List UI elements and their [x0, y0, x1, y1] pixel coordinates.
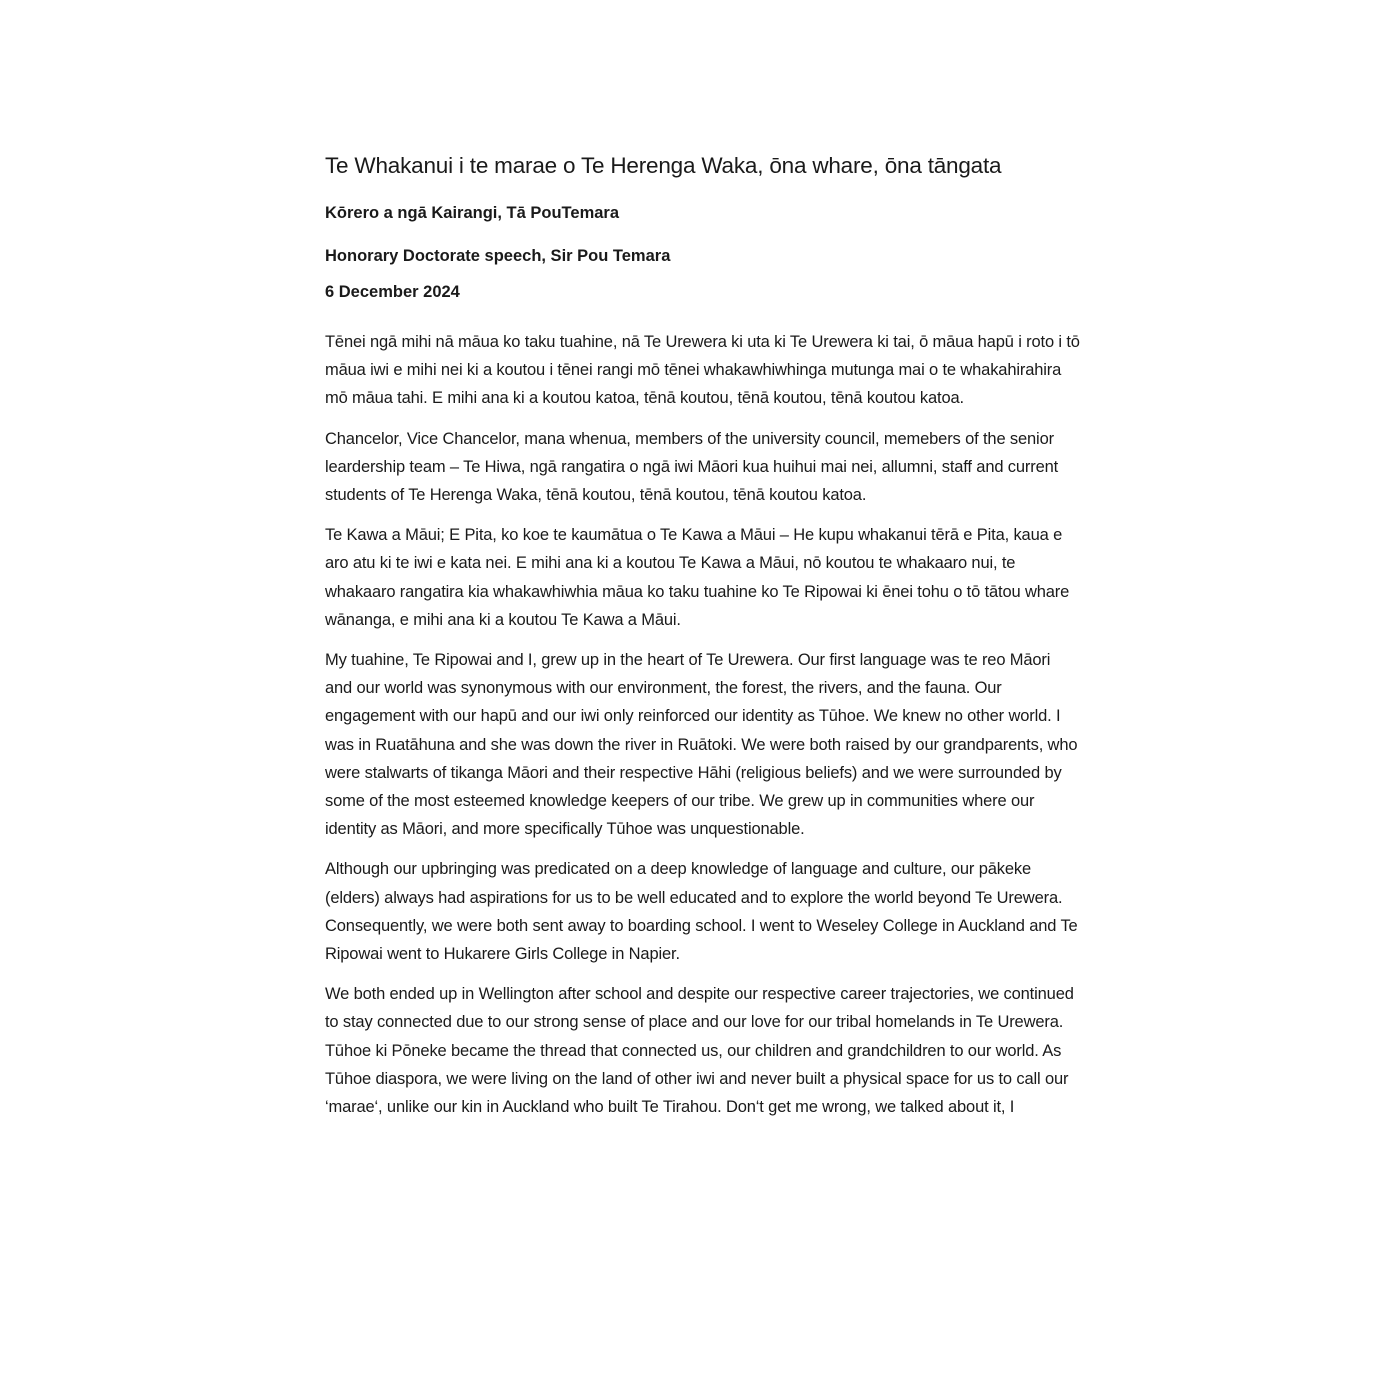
document-date: 6 December 2024 [325, 283, 460, 301]
document-title: Te Whakanui i te marae o Te Herenga Waka, ōna whare, ōna tāngata [325, 153, 1002, 178]
paragraph-1: Tēnei ngā mihi nā māua ko taku tuahine, nā Te Urewera ki uta ki Te Urewera ki tai, ō māua hapū i roto i tō māua iwi e mihi nei ki a koutou i tēnei rangi mō tēnei whakawhiwhinga mutunga mai o te whakahirahira mō māua tahi. E mihi ana ki a koutou katoa, tēnā koutou, tēnā koutou, tēnā koutou katoa. [325, 333, 1080, 408]
paragraph-5: Although our upbringing was predicated on a deep knowledge of language and culture, our pākeke (elders) always had aspirations for us to be well educated and to explore the world beyond Te Urewera. Consequently, we were both sent away to boarding school. I went to Weseley College in Auckland and Te Ripowai went to Hukarere Girls College in Napier. [325, 860, 1078, 964]
document-subtitle-maori: Kōrero a ngā Kairangi, Tā PouTemara [325, 204, 620, 222]
paragraph-3: Te Kawa a Māui; E Pita, ko koe te kaumātua o Te Kawa a Māui – He kupu whakanui tērā e Pita, kaua e aro atu ki te iwi e kata nei. E mihi ana ki a koutou Te Kawa a Māui, nō koutou te whakaaro nui, te whakaaro rangatira kia whakawhiwhia māua ko taku tuahine ko Te Ripowai ki ēnei tohu o tō tātou whare wānanga, e mihi ana ki a koutou Te Kawa a Māui. [325, 526, 1070, 629]
paragraph-4: My tuahine, Te Ripowai and I, grew up in the heart of Te Urewera. Our first language was te reo Māori and our world was synonymous with our environment, the forest, the rivers, and the fauna. Our engagement with our hapū and our iwi only reinforced our identity as Tūhoe. We knew no other world. I was in Ruatāhuna and she was down the river in Ruātoki. We were both raised by our grandparents, who were stalwarts of tikanga Māori and their respective Hāhi (religious beliefs) and we were surrounded by some of the most esteemed knowledge keepers of our tribe. We grew up in communities where our identity as Māori, and more specifically Tūhoe was unquestionable. [325, 651, 1078, 839]
document-subtitle-english: Honorary Doctorate speech, Sir Pou Temara [325, 247, 671, 265]
document-page [325, 150, 1081, 1133]
paragraph-2: Chancelor, Vice Chancelor, mana whenua, members of the university council, memebers of the senior leardership team – Te Hiwa, ngā rangatira o ngā iwi Māori kua huihui mai nei, allumni, staff and current students of Te Herenga Waka, tēnā koutou, tēnā koutou, tēnā koutou katoa. [325, 429, 1059, 505]
paragraph-6: We both ended up in Wellington after school and despite our respective career trajectories, we continued to stay connected due to our strong sense of place and our love for our tribal homelands in Te Urewera. Tūhoe ki Pōneke became the thread that connected us, our children and grandchildren to our world. As Tūhoe diaspora, we were living on the land of other iwi and never built a physical space for us to call our ‘marae‘, unlike our kin in Auckland who built Te Tirahou. Don‘t get me wrong, we talked about it, I [325, 985, 1074, 1117]
